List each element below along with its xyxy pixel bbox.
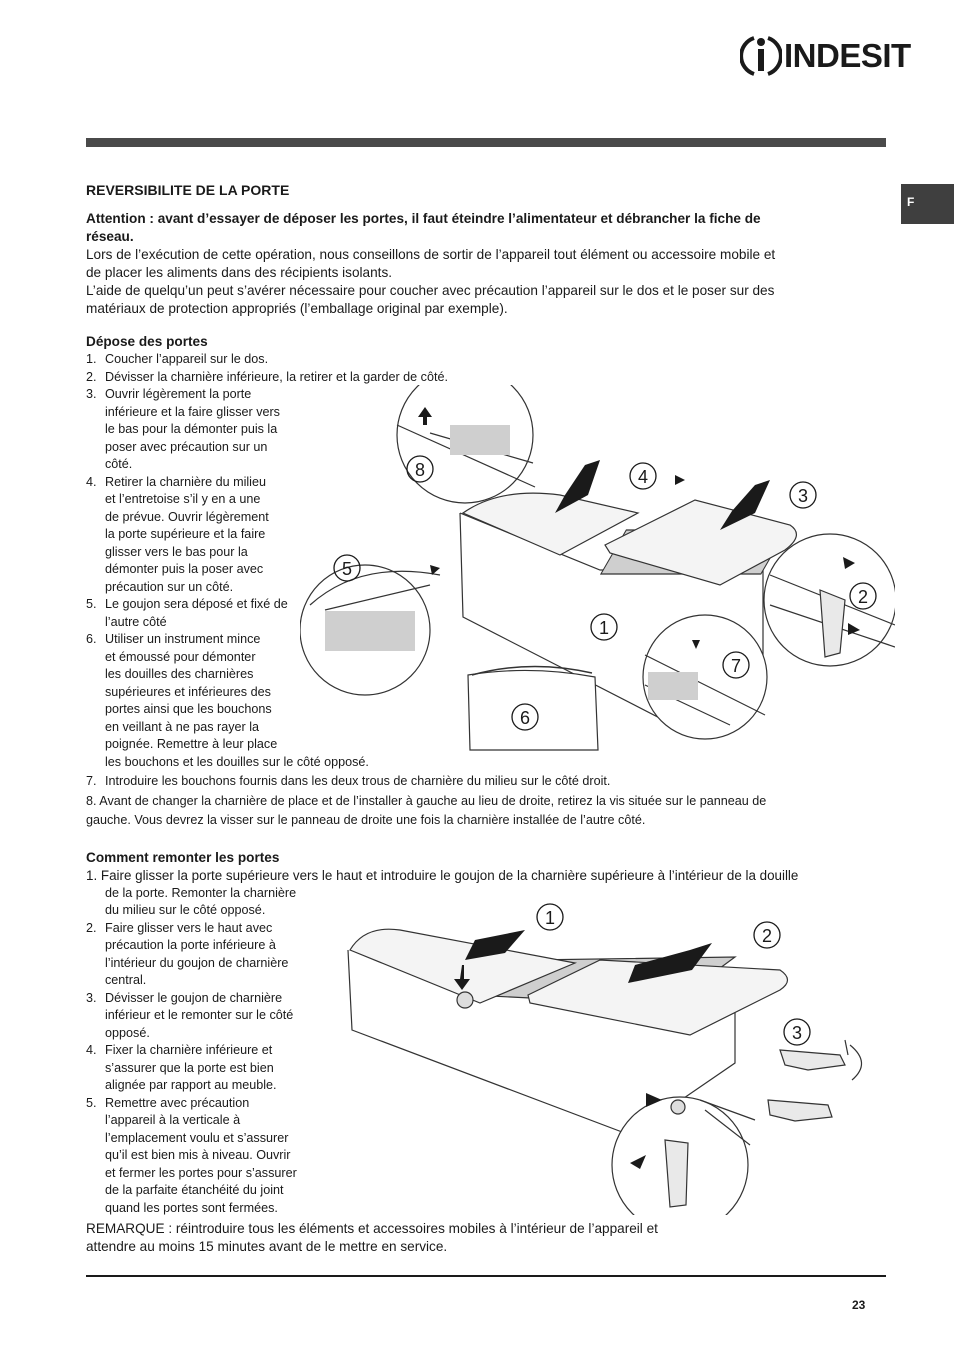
list-item: supérieures et inférieures des — [105, 684, 271, 699]
list-item: 6. Utiliser un instrument mince — [86, 632, 261, 646]
figure1-step-label: 1 — [598, 618, 610, 638]
figure1-step-label: 4 — [637, 467, 649, 487]
list-item: glisser vers le bas pour la — [105, 544, 248, 559]
list-item: l’intérieur du goujon de charnière — [105, 955, 289, 970]
list-item: 2. Dévisser la charnière inférieure, la retirer et la garder de côté. — [86, 369, 448, 384]
figure1-step-label: 3 — [797, 486, 809, 506]
remark-line: attendre au moins 15 minutes avant de le mettre en service. — [86, 1239, 448, 1254]
list-item: poser avec précaution sur un — [105, 439, 268, 454]
list-item: opposé. — [105, 1025, 150, 1040]
list-item: qu’il est bien mis à niveau. Ouvrir — [105, 1148, 291, 1162]
brand-logo — [740, 34, 911, 78]
list-item: inférieur et le remonter sur le côté — [105, 1008, 294, 1022]
list-item: 5. Le goujon sera déposé et fixé de — [86, 597, 288, 611]
list-item: en veillant à ne pas rayer la — [105, 719, 260, 734]
list-item: de la parfaite étanchéité du joint — [105, 1183, 284, 1197]
list-item: 5. Remettre avec précaution — [86, 1095, 250, 1110]
language-tab — [901, 184, 954, 224]
figure1-step-label: 2 — [857, 587, 869, 607]
list-item: alignée par rapport au meuble. — [105, 1078, 277, 1092]
list-item: portes ainsi que les bouchons — [105, 702, 272, 716]
figure2-step-label: 3 — [791, 1023, 803, 1043]
list-item: l’autre côté — [105, 614, 167, 629]
list-item: 3. Ouvrir légèrement la porte — [86, 387, 252, 401]
intro-line: de placer les aliments dans des récipients isolants. — [86, 265, 393, 280]
remark-block — [86, 1220, 786, 1256]
page-number: 23 — [852, 1298, 866, 1312]
list-item: inférieure et la faire glisser vers — [105, 404, 280, 419]
list-item: central. — [105, 973, 147, 987]
list-item: l’appareil à la verticale à — [105, 1113, 241, 1127]
language-tab-label: F — [907, 195, 915, 209]
list-item: 4. Fixer la charnière inférieure et — [86, 1043, 273, 1057]
intro-block — [86, 210, 886, 318]
door-remount-figure — [340, 895, 880, 1215]
list-item: 8. Avant de changer la charnière de place et de l’installer à gauche au lieu de droite, retirez la vis située sur le panneau de — [86, 793, 767, 808]
list-item: démonter puis la poser avec — [105, 562, 264, 576]
list-item: côté. — [105, 457, 133, 471]
removal-title: Dépose des portes — [86, 334, 208, 349]
list-item: et fermer les portes pour s’assurer — [105, 1165, 297, 1180]
top-rule — [86, 138, 886, 147]
list-item: 3. Dévisser le goujon de charnière — [86, 990, 283, 1005]
figure1-step-label: 8 — [414, 460, 426, 480]
figure1-step-label: 6 — [519, 708, 531, 728]
intro-line: matériaux de protection appropriés (l’emballage original par exemple). — [86, 301, 508, 316]
list-item: 2. Faire glisser vers le haut avec — [86, 920, 273, 935]
list-item: de la porte. Remonter la charnière — [105, 885, 297, 900]
warning-line: réseau. — [86, 229, 134, 244]
logo-icon — [740, 34, 782, 78]
section-title: REVERSIBILITE DE LA PORTE — [86, 182, 290, 198]
list-item: et émoussé pour démonter — [105, 649, 256, 664]
figure1-step-label: 7 — [730, 656, 742, 676]
list-item: 7. Introduire les bouchons fournis dans les deux trous de charnière du milieu sur le côté droit. — [86, 774, 611, 788]
remount-title: Comment remonter les portes — [86, 850, 280, 865]
list-item: 1. Faire glisser la porte supérieure vers le haut et introduire le goujon de la charnière supérieure à l’intérieur de la douille — [86, 868, 799, 883]
intro-line: L’aide de quelqu’un peut s’avérer nécessaire pour coucher avec précaution l’appareil sur le dos et le poser sur des — [86, 283, 775, 298]
list-item: quand les portes sont fermées. — [105, 1200, 278, 1215]
list-item: s’assurer que la porte est bien — [105, 1060, 274, 1075]
door-removal-figure — [300, 385, 895, 770]
list-item: et l’entretoise s’il y en a une — [105, 492, 261, 506]
list-item: 4. Retirer la charnière du milieu — [86, 474, 266, 489]
list-item: du milieu sur le côté opposé. — [105, 903, 266, 917]
list-item: poignée. Remettre à leur place — [105, 737, 278, 751]
remark-line: REMARQUE : réintroduire tous les éléments et accessoires mobiles à l’intérieur de l’appareil et — [86, 1221, 658, 1236]
list-item: les douilles des charnières — [105, 667, 254, 681]
list-item: l’emplacement voulu et s’assurer — [105, 1130, 289, 1145]
bottom-rule — [86, 1275, 886, 1277]
list-item: 1. Coucher l’appareil sur le dos. — [86, 352, 269, 366]
figure2-step-label: 1 — [544, 908, 556, 928]
figure2-step-label: 2 — [761, 926, 773, 946]
list-item: les bouchons et les douilles sur le côté opposé. — [105, 754, 369, 769]
list-item: le bas pour la démonter puis la — [105, 422, 278, 436]
list-item: gauche. Vous devrez la visser sur le panneau de droite une fois la charnière installée de l’autre côté. — [86, 813, 646, 827]
warning-line: Attention : avant d’essayer de déposer les portes, il faut éteindre l’alimentateur et débrancher la fiche de — [86, 211, 761, 226]
intro-line: Lors de l’exécution de cette opération, nous conseillons de sortir de l’appareil tout élément ou accessoire mobile et — [86, 247, 776, 262]
list-item: précaution sur un côté. — [105, 579, 234, 594]
list-item: précaution la porte inférieure à — [105, 938, 276, 952]
list-item: de prévue. Ouvrir légèrement — [105, 509, 269, 524]
list-item: la porte supérieure et la faire — [105, 527, 266, 541]
brand-name: INDESIT — [784, 37, 911, 74]
figure1-step-label: 5 — [341, 559, 353, 579]
